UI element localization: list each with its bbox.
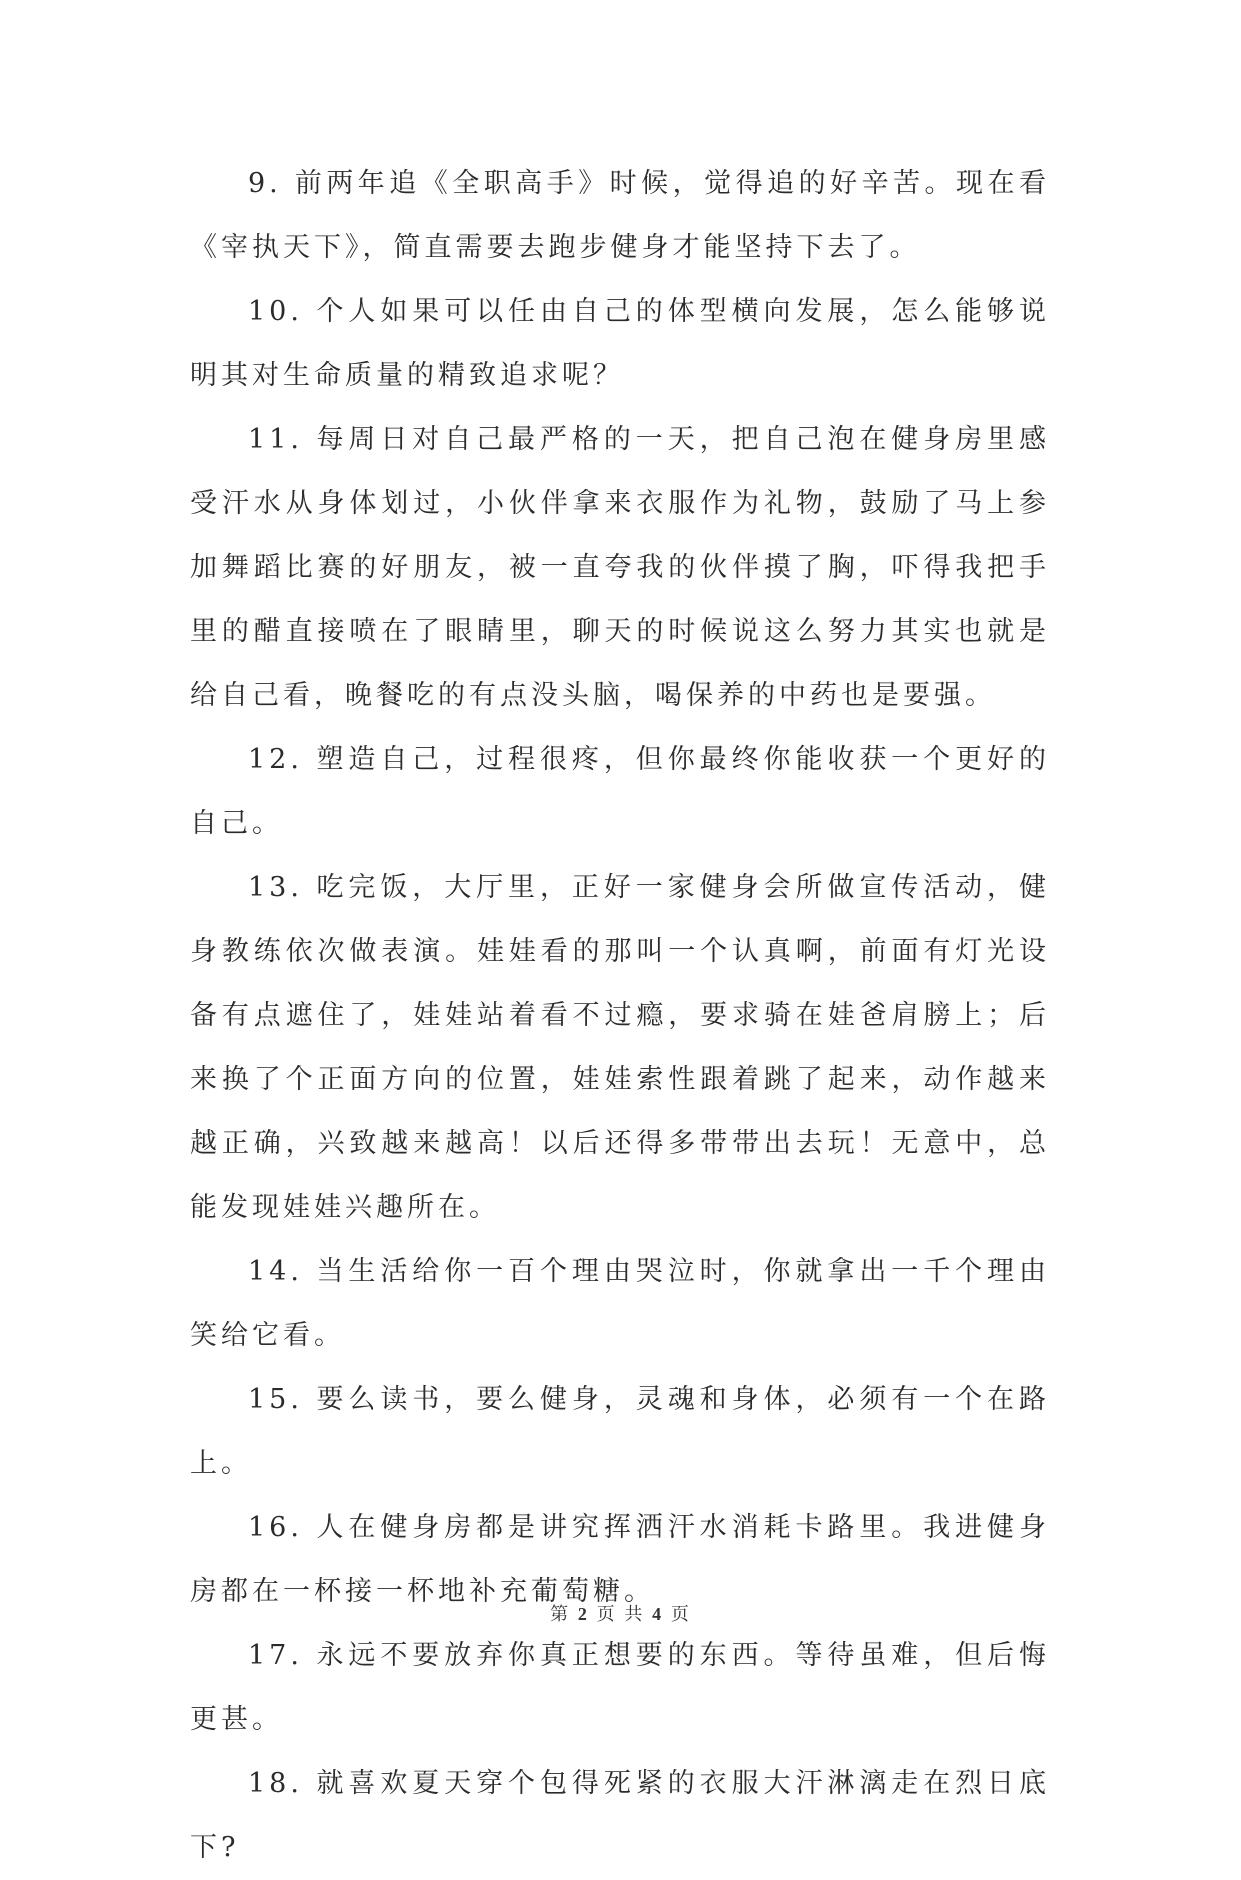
page-footer	[0, 1600, 1241, 1626]
footer-middle: 页 共	[596, 1604, 645, 1625]
paragraph-item-17: 17. 永远不要放弃你真正想要的东西。等待虽难，但后悔更甚。	[190, 1640, 1050, 1735]
footer-suffix: 页	[670, 1604, 691, 1625]
paragraph-item-18: 18. 就喜欢夏天穿个包得死紧的衣服大汗淋漓走在烈日底下?	[190, 1768, 1050, 1863]
paragraph-item-9: 9. 前两年追《全职高手》时候，觉得追的好辛苦。现在看《宰执天下》，简直需要去跑步健身才能坚持下去了。	[190, 168, 1050, 263]
paragraph-item-16: 16. 人在健身房都是讲究挥洒汗水消耗卡路里。我进健身房都在一杯接一杯地补充葡萄糖。	[190, 1512, 1050, 1607]
paragraph-item-15: 15. 要么读书，要么健身，灵魂和身体，必须有一个在路上。	[190, 1384, 1050, 1479]
paragraph-item-10: 10. 个人如果可以任由自己的体型横向发展，怎么能够说明其对生命质量的精致追求呢？	[190, 296, 1050, 391]
paragraph-item-12: 12. 塑造自己，过程很疼，但你最终你能收获一个更好的自己。	[190, 744, 1050, 839]
paragraph-item-11: 11. 每周日对自己最严格的一天，把自己泡在健身房里感受汗水从身体划过，小伙伴拿来衣服作为礼物，鼓励了马上参加舞蹈比赛的好朋友，被一直夸我的伙伴摸了胸，吓得我把手里的醋直接喷在了眼睛里，聊天的时候说这么努力其实也就是给自己看，晚餐吃的有点没头脑，喝保养的中药也是要强。	[190, 424, 1050, 711]
paragraph-item-14: 14. 当生活给你一百个理由哭泣时，你就拿出一千个理由笑给它看。	[190, 1256, 1050, 1351]
current-page-number: 2	[577, 1604, 589, 1624]
total-page-number: 4	[652, 1604, 664, 1624]
paragraph-item-13: 13. 吃完饭，大厅里，正好一家健身会所做宣传活动，健身教练依次做表演。娃娃看的那叫一个认真啊，前面有灯光设备有点遮住了，娃娃站着看不过瘾，要求骑在娃爸肩膀上；后来换了个正面方向的位置，娃娃索性跟着跳了起来，动作越来越正确，兴致越来越高！以后还得多带带出去玩！无意中，总能发现娃娃兴趣所在。	[190, 872, 1050, 1223]
footer-prefix: 第	[550, 1604, 571, 1625]
